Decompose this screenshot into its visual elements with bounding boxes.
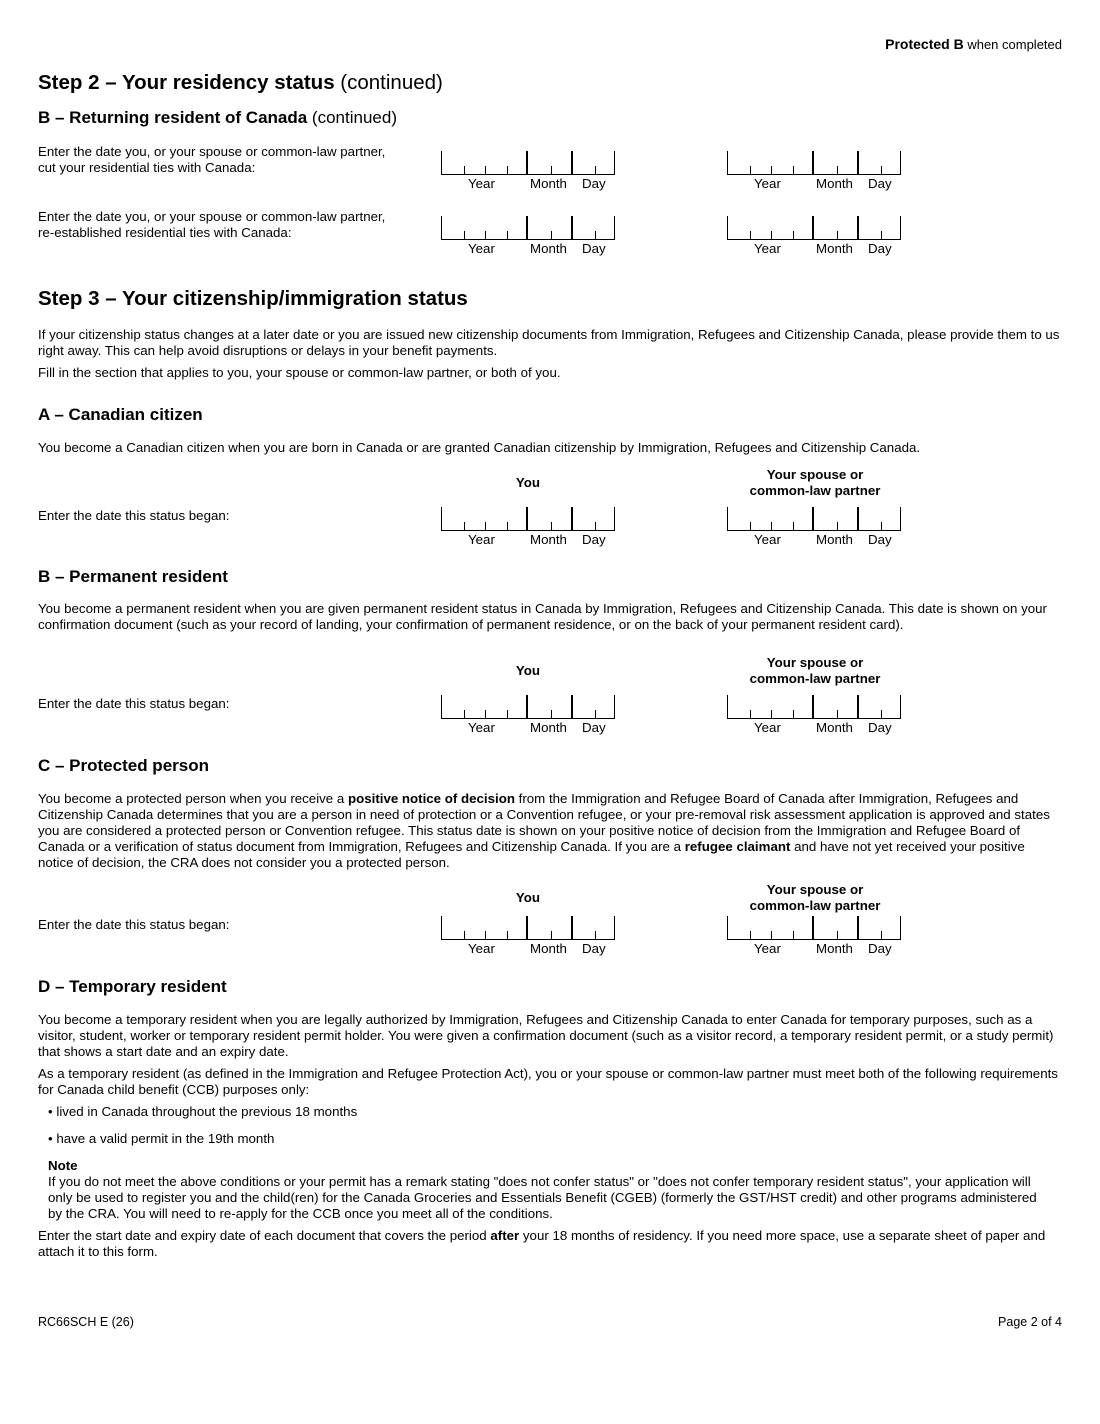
month-caption: Month [530,241,567,256]
year-caption: Year [754,532,781,547]
section-c-text: You become a protected person when you receive a positive notice of decision from the Immigration and Refugee Board of Canada after Immigration, Refugees and Citizenship Canada determines that you are a person in need of protection or a Convention refugee, or your pre-removal risk assessment application is approved and states you are considered a protected person or Convention refugee. This status date is shown on your positive notice of decision from the Immigration and Refugee Board of Canada or a verification of status document from Immigration, Refugees and Citizenship Canada. If you are a refugee claimant and have not yet received your positive notice of decision, the CRA does not consider you a protected person. [38,791,1050,870]
protected-date-you[interactable] [441,916,616,956]
year-cells[interactable] [727,216,813,240]
cell-divider [881,166,882,174]
day-caption: Day [868,532,892,547]
day-cells[interactable] [572,916,615,940]
cell-divider [464,166,465,174]
step-3-instruction: Fill in the section that applies to you, your spouse or common-law partner, or both of you. [38,365,561,380]
cell-divider [507,522,508,530]
year-cells[interactable] [727,151,813,175]
column-spouse: Your spouse or common-law partner [749,655,881,686]
month-cells[interactable] [813,151,858,175]
month-caption: Month [816,532,853,547]
cut-ties-label: Enter the date you, or your spouse or common-law partner, cut your residential ties with Canada: [38,144,386,175]
day-caption: Day [582,720,606,735]
year-caption: Year [468,720,495,735]
section-b-permanent-title: B – Permanent resident [38,567,228,586]
section-c-title: C – Protected person [38,756,209,775]
day-caption: Day [582,941,606,956]
month-caption: Month [816,720,853,735]
column-you: You [515,890,541,905]
cell-divider [837,710,838,718]
cell-divider [771,166,772,174]
cut-ties-date-spouse[interactable] [727,151,902,191]
month-caption: Month [530,941,567,956]
cell-divider [464,522,465,530]
day-cells[interactable] [572,695,615,719]
step-3-title: Step 3 – Your citizenship/immigration status [38,287,468,310]
day-cells[interactable] [858,216,901,240]
status-began-label: Enter the date this status began: [38,917,230,932]
cell-divider [507,166,508,174]
cell-divider [485,522,486,530]
day-cells[interactable] [858,916,901,940]
column-spouse: Your spouse or common-law partner [749,467,881,498]
year-caption: Year [468,241,495,256]
month-caption: Month [530,176,567,191]
year-cells[interactable] [441,916,527,940]
final-instruction: Enter the start date and expiry date of each document that covers the period after your 18 months of residency. If you need more space, use a separate sheet of paper and attach it to this form. [38,1228,1046,1259]
page-number: Page 2 of 4 [998,1315,1062,1329]
cell-divider [595,710,596,718]
protected-b-notice: Protected B when completed [885,36,1062,52]
day-caption: Day [868,941,892,956]
reestablished-ties-label: Enter the date you, or your spouse or common-law partner, re-established residential ties with Canada: [38,209,386,240]
cell-divider [771,231,772,239]
cell-divider [551,522,552,530]
day-cells[interactable] [572,507,615,531]
month-cells[interactable] [527,151,572,175]
cell-divider [750,710,751,718]
month-cells[interactable] [813,695,858,719]
month-cells[interactable] [527,695,572,719]
section-b-permanent-text: You become a permanent resident when you are given permanent resident status in Canada by Immigration, Refugees and Citizenship Canada. This date is shown on your confirmation document (such as your record of landing, your confirmation of permanent residence, or on the back of your permanent resident card). [38,601,1047,632]
reestablished-date-spouse[interactable] [727,216,902,256]
step-3-intro: If your citizenship status changes at a later date or you are issued new citizenship documents from Immigration, Refugees and Citizenship Canada, please provide them to us right away. This can help avoid disruptions or delays in your benefit payments. [38,327,1060,358]
permanent-date-spouse[interactable] [727,695,902,735]
cell-divider [595,231,596,239]
status-began-label: Enter the date this status began: [38,508,230,523]
cell-divider [507,931,508,939]
cell-divider [771,931,772,939]
day-cells[interactable] [858,151,901,175]
year-caption: Year [754,941,781,956]
day-caption: Day [868,720,892,735]
cell-divider [551,710,552,718]
year-caption: Year [468,532,495,547]
month-cells[interactable] [527,507,572,531]
month-cells[interactable] [527,216,572,240]
day-caption: Day [868,241,892,256]
cell-divider [793,522,794,530]
column-spouse: Your spouse or common-law partner [749,882,881,913]
bullet-item-2: • have a valid permit in the 19th month [48,1131,275,1146]
month-caption: Month [816,176,853,191]
year-cells[interactable] [441,151,527,175]
cell-divider [595,522,596,530]
year-cells[interactable] [727,507,813,531]
day-cells[interactable] [858,695,901,719]
cell-divider [750,522,751,530]
cell-divider [771,522,772,530]
day-cells[interactable] [572,151,615,175]
form-code: RC66SCH E (26) [38,1315,134,1329]
year-cells[interactable] [441,695,527,719]
year-cells[interactable] [727,695,813,719]
year-caption: Year [468,176,495,191]
day-caption: Day [582,176,606,191]
cell-divider [595,166,596,174]
cell-divider [793,931,794,939]
section-d-title: D – Temporary resident [38,977,227,996]
note-text: If you do not meet the above conditions or your permit has a remark stating "does not confer status" or "does not confer temporary resident status", your application will only be used to register you and the child(ren) for the Canada Groceries and Essentials Benefit (CGEB) (formerly the GST/HST credit) and other programs administered by the CRA. You will need to re-apply for the CCB once you meet all of the conditions. [48,1174,1037,1221]
year-caption: Year [754,241,781,256]
month-caption: Month [816,241,853,256]
cell-divider [464,231,465,239]
cell-divider [881,522,882,530]
cell-divider [837,522,838,530]
cell-divider [881,931,882,939]
cell-divider [485,710,486,718]
cell-divider [793,166,794,174]
cell-divider [595,931,596,939]
month-caption: Month [816,941,853,956]
month-cells[interactable] [813,916,858,940]
year-cells[interactable] [727,916,813,940]
cell-divider [485,231,486,239]
bullet-item-1: • lived in Canada throughout the previous 18 months [48,1104,358,1119]
month-caption: Month [530,532,567,547]
column-you: You [515,475,541,490]
citizen-date-you[interactable] [441,507,616,547]
section-d-text-1: You become a temporary resident when you are legally authorized by Immigration, Refugees and Citizenship Canada to enter Canada for temporary purposes, such as a visitor, student, worker or temporary resident permit holder. You were given a confirmation document (such as a visitor record, a temporary resident permit, or a study permit) that shows a start date and an expiry date. [38,1012,1054,1059]
cell-divider [507,710,508,718]
year-cells[interactable] [441,507,527,531]
cell-divider [837,931,838,939]
cell-divider [837,231,838,239]
cell-divider [793,231,794,239]
cell-divider [793,710,794,718]
year-caption: Year [468,941,495,956]
section-b-returning-title: B – Returning resident of Canada (continued) [38,108,397,127]
permanent-date-you[interactable] [441,695,616,735]
cell-divider [551,166,552,174]
cell-divider [551,931,552,939]
cell-divider [750,166,751,174]
month-cells[interactable] [813,507,858,531]
citizen-date-spouse[interactable] [727,507,902,547]
day-caption: Day [868,176,892,191]
cell-divider [881,710,882,718]
cell-divider [750,931,751,939]
day-caption: Day [582,241,606,256]
day-cells[interactable] [572,216,615,240]
month-cells[interactable] [813,216,858,240]
step-2-title: Step 2 – Your residency status (continued) [38,71,443,94]
cell-divider [485,931,486,939]
cell-divider [464,931,465,939]
protected-date-spouse[interactable] [727,916,902,956]
cell-divider [750,231,751,239]
column-you: You [515,663,541,678]
reestablished-date-you[interactable] [441,216,616,256]
year-caption: Year [754,176,781,191]
month-caption: Month [530,720,567,735]
note-title: Note [48,1158,78,1173]
section-a-text: You become a Canadian citizen when you are born in Canada or are granted Canadian citizenship by Immigration, Refugees and Citizenship Canada. [38,440,921,455]
cell-divider [507,231,508,239]
cut-ties-date-you[interactable] [441,151,616,191]
cell-divider [485,166,486,174]
month-cells[interactable] [527,916,572,940]
cell-divider [551,231,552,239]
year-caption: Year [754,720,781,735]
cell-divider [837,166,838,174]
cell-divider [771,710,772,718]
cell-divider [881,231,882,239]
cell-divider [464,710,465,718]
day-cells[interactable] [858,507,901,531]
section-a-title: A – Canadian citizen [38,405,203,424]
day-caption: Day [582,532,606,547]
section-d-text-2: As a temporary resident (as defined in the Immigration and Refugee Protection Act), you or your spouse or common-law partner must meet both of the following requirements for Canada child benefit (CCB) purposes only: [38,1066,1058,1097]
year-cells[interactable] [441,216,527,240]
status-began-label: Enter the date this status began: [38,696,230,711]
